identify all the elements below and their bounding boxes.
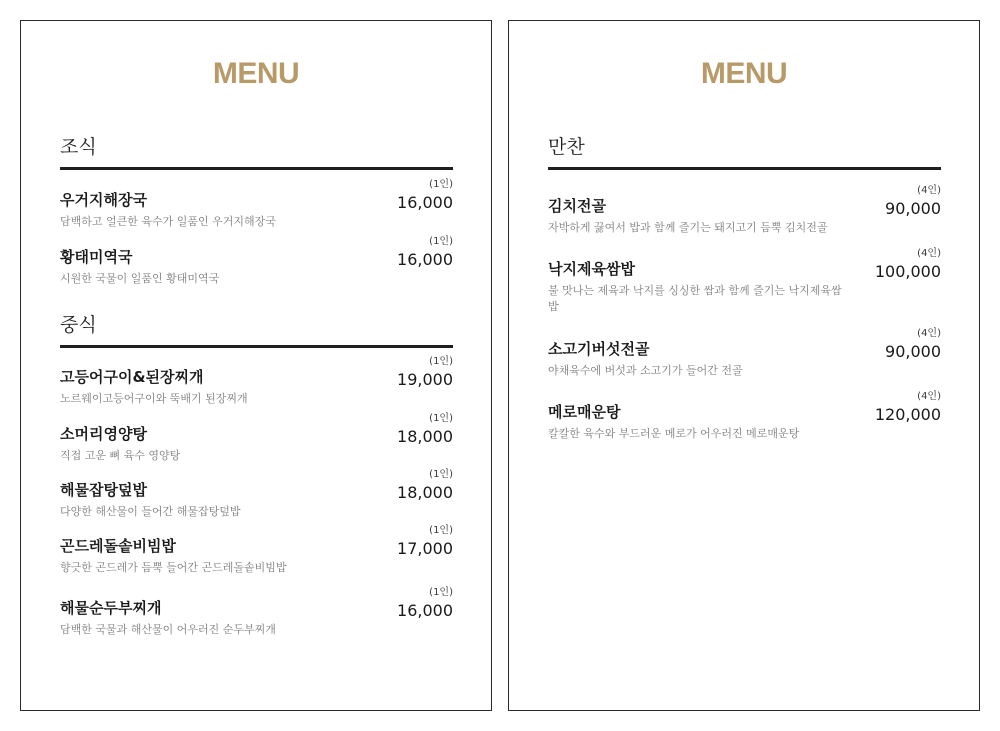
item-name: 우거지해장국 xyxy=(60,191,147,209)
item-name: 낙지제육쌈밥 xyxy=(548,260,635,278)
item-description: 담백한 국물과 해산물이 어우러진 순두부찌개 xyxy=(60,623,276,636)
item-price: 90,000 xyxy=(885,199,941,218)
item-description: 노르웨이고등어구이와 뚝배기 된장찌개 xyxy=(60,392,248,405)
item-price-block xyxy=(397,469,453,503)
item-price: 18,000 xyxy=(397,483,453,502)
item-name: 황태미역국 xyxy=(60,248,133,266)
section-lunch xyxy=(60,313,453,636)
section-title: 중식 xyxy=(60,313,453,348)
item-price: 19,000 xyxy=(397,370,453,389)
item-description: 야채육수에 버섯과 소고기가 들어간 전골 xyxy=(548,364,743,377)
menu-item xyxy=(548,328,941,379)
menu-item xyxy=(548,391,941,442)
item-description: 칼칼한 육수와 부드러운 메로가 어우러진 메로매운탕 xyxy=(548,427,800,440)
item-description: 불 맛나는 제육과 낙지를 싱싱한 쌈과 함께 즐기는 낙지제육쌈밥 xyxy=(548,284,842,313)
menu-item xyxy=(60,525,453,576)
item-name: 곤드레돌솥비빔밥 xyxy=(60,537,176,555)
item-name: 해물순두부찌개 xyxy=(60,599,162,617)
item-price: 18,000 xyxy=(397,427,453,446)
item-price: 16,000 xyxy=(397,193,453,212)
item-price: 17,000 xyxy=(397,539,453,558)
item-name: 메로매운탕 xyxy=(548,403,621,421)
item-price: 120,000 xyxy=(874,405,941,424)
item-description: 다양한 해산물이 들어간 해물잡탕덮밥 xyxy=(60,505,241,518)
item-serving: (1인) xyxy=(429,469,453,480)
menu-panel-left xyxy=(20,20,492,711)
menu-item xyxy=(548,185,941,236)
item-description: 향긋한 곤드레가 듬뿍 들어간 곤드레돌솥비빔밥 xyxy=(60,561,287,574)
item-price-block xyxy=(397,525,453,559)
item-serving: (1인) xyxy=(429,179,453,190)
item-name: 소머리영양탕 xyxy=(60,425,147,443)
item-serving: (4인) xyxy=(917,185,941,196)
section-breakfast xyxy=(60,135,453,285)
item-serving: (1인) xyxy=(429,236,453,247)
item-description: 직접 고운 뼈 육수 영양탕 xyxy=(60,449,181,462)
item-price-block xyxy=(875,248,941,282)
item-price-block xyxy=(397,179,453,213)
menu-item xyxy=(548,248,941,315)
item-name: 김치전골 xyxy=(548,197,606,215)
section-title: 조식 xyxy=(60,135,453,170)
item-price: 16,000 xyxy=(397,250,453,269)
item-description: 담백하고 얼큰한 육수가 일품인 우거지해장국 xyxy=(60,215,276,228)
item-description: 자박하게 끓여서 밥과 함께 즐기는 돼지고기 듬뿍 김치전골 xyxy=(548,221,828,234)
item-name: 해물잡탕덮밥 xyxy=(60,481,147,499)
menu-item xyxy=(60,236,453,287)
menu-item xyxy=(60,469,453,520)
item-name: 소고기버섯전골 xyxy=(548,340,650,358)
section-dinner xyxy=(548,135,941,440)
item-price-block xyxy=(885,185,941,219)
menu-item xyxy=(60,413,453,464)
item-name: 고등어구이&된장찌개 xyxy=(60,368,204,386)
menu-title: MENU xyxy=(700,57,788,90)
item-price: 100,000 xyxy=(874,262,941,281)
item-serving: (4인) xyxy=(917,248,941,259)
item-price-block xyxy=(875,391,941,425)
menu-item xyxy=(60,356,453,407)
menu-title: MENU xyxy=(212,57,300,90)
menu-item xyxy=(60,179,453,230)
item-serving: (1인) xyxy=(429,525,453,536)
menu-panel-right xyxy=(508,20,980,711)
item-serving: (4인) xyxy=(917,328,941,339)
item-price: 16,000 xyxy=(397,601,453,620)
menu-item xyxy=(60,587,453,638)
item-price-block xyxy=(397,356,453,390)
item-serving: (4인) xyxy=(917,391,941,402)
item-price-block xyxy=(397,236,453,270)
item-price-block xyxy=(397,587,453,621)
section-title: 만찬 xyxy=(548,135,941,170)
item-serving: (1인) xyxy=(429,356,453,367)
item-price-block xyxy=(885,328,941,362)
item-serving: (1인) xyxy=(429,587,453,598)
item-price: 90,000 xyxy=(885,342,941,361)
item-description: 시원한 국물이 일품인 황태미역국 xyxy=(60,272,220,285)
item-price-block xyxy=(397,413,453,447)
item-serving: (1인) xyxy=(429,413,453,424)
